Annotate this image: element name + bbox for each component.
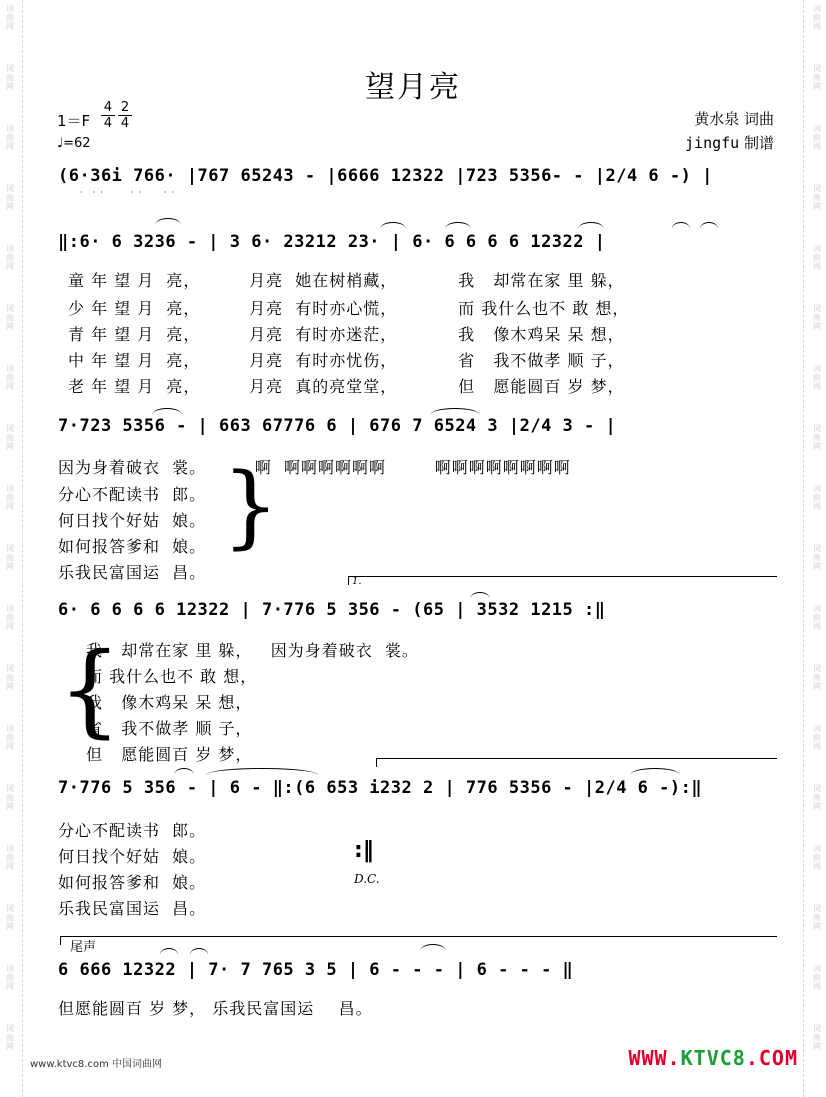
volta-bracket — [348, 576, 777, 585]
key-signature: 1＝F — [57, 112, 91, 130]
watermark-text: 词曲网 — [813, 904, 821, 931]
score-line-coda: 6 666 12322 | 7· 7 765 3 5 | 6 - - - | 6 - - - ‖ — [58, 960, 574, 980]
watermark-text: 词曲网 — [813, 484, 821, 511]
lyric-line: 分心不配读书 郎。 — [58, 485, 207, 504]
lyric-line: 分心不配读书 郎。 — [58, 821, 207, 840]
lyric-line: 中 年 望 月 亮， 月亮 有时亦忧伤， 省 我不做孝 顺 子， — [68, 351, 625, 370]
slur-mark — [380, 222, 406, 229]
coda-bracket — [60, 936, 777, 945]
volta-label: 1. — [352, 576, 362, 587]
slur-mark — [420, 944, 446, 951]
lyric-line: 老 年 望 月 亮， 月亮 真的亮堂堂， 但 愿能圆百 岁 梦， — [68, 377, 625, 396]
coda-label: 尾声 — [70, 940, 97, 955]
slur-mark — [578, 222, 604, 229]
watermark-text: 词曲网 — [6, 124, 14, 151]
lyric-line: 何日找个好姑 娘。 — [58, 511, 207, 530]
lyric-line: 但 愿能圆百 岁 梦， — [86, 745, 253, 764]
score-line-verse-4: 7·776 5 356 - | 6 - ‖:(6 653 i232 2 | 776 5356 - |2/4 6 -):‖ — [58, 778, 703, 798]
slur-mark — [190, 948, 208, 955]
watermark-text: 词曲网 — [813, 964, 821, 991]
slur-mark — [152, 408, 182, 415]
footer-site-text: www.ktvc8.com 中国词曲网 — [30, 1059, 163, 1070]
slur-mark — [155, 218, 181, 225]
time-signature-2-4 — [118, 100, 132, 131]
watermark-text: 词曲网 — [6, 184, 14, 211]
song-title: 望月亮 — [365, 70, 461, 105]
watermark-text: 词曲网 — [6, 544, 14, 571]
score-line-intro: (6·36i 766· |767 65243 - |6666 12322 |723 5356- - |2/4 6 -) | — [58, 166, 713, 186]
time-sig-numerator: 4 — [103, 100, 113, 115]
lyric-line: 乐我民富国运 昌。 — [58, 563, 207, 582]
left-margin-watermark — [0, 0, 23, 1097]
watermark-text: 词曲网 — [6, 964, 14, 991]
watermark-text: 词曲网 — [6, 424, 14, 451]
watermark-text: 词曲网 — [813, 424, 821, 451]
slur-mark — [700, 222, 718, 229]
tempo-marking: ♩=62 — [57, 136, 91, 151]
watermark-text: 词曲网 — [813, 184, 821, 211]
time-signature-4-4 — [101, 100, 115, 131]
time-sig-numerator: 2 — [120, 100, 130, 115]
slur-mark — [430, 408, 480, 415]
watermark-text: 词曲网 — [813, 664, 821, 691]
time-sig-denominator: 4 — [118, 115, 132, 131]
lyric-line: 我 像木鸡呆 呆 想， — [86, 693, 253, 712]
lyric-line: 乐我民富国运 昌。 — [58, 899, 207, 918]
watermark-text: 词曲网 — [813, 304, 821, 331]
lyric-brace-left: { — [58, 631, 122, 748]
watermark-text: 词曲网 — [813, 844, 821, 871]
watermark-text: 词曲网 — [813, 364, 821, 391]
slur-mark — [672, 222, 690, 229]
slur-mark — [445, 222, 471, 229]
lyric-line: 童 年 望 月 亮， 月亮 她在树梢藏， 我 却常在家 里 躲， — [68, 271, 625, 290]
octave-dots: · · · · · · · — [80, 188, 175, 197]
logo-part-com: .COM — [745, 1046, 798, 1070]
arranger-role: 制谱 — [739, 134, 774, 152]
lyric-line: 少 年 望 月 亮， 月亮 有时亦心慌， 而 我什么也不 敢 想， — [68, 299, 630, 318]
lyric-line: 何日找个好姑 娘。 — [58, 847, 207, 866]
right-margin-watermark — [803, 0, 826, 1097]
lyric-line: 而 我什么也不 敢 想， — [86, 667, 258, 686]
score-line-verse-2: 7·723 5356 - | 663 67776 6 | 676 7 6524 3 |2/4 3 - | — [58, 416, 617, 436]
watermark-text: 词曲网 — [6, 244, 14, 271]
lyric-line: 因为身着破衣 裳。 啊 啊啊啊啊啊啊 啊啊啊啊啊啊啊啊 — [58, 458, 571, 477]
watermark-text: 词曲网 — [6, 604, 14, 631]
footer-site-logo — [628, 1046, 798, 1070]
watermark-text: 词曲网 — [6, 364, 14, 391]
volta-bracket — [376, 758, 777, 767]
lyric-brace-right: } — [222, 454, 280, 559]
arranger-name: jingfu — [685, 134, 740, 152]
lyric-line-coda: 但愿能圆百 岁 梦， 乐我民富国运 昌。 — [58, 999, 373, 1018]
watermark-text: 词曲网 — [813, 1024, 821, 1051]
watermark-text: 词曲网 — [6, 664, 14, 691]
slur-mark — [630, 768, 680, 775]
watermark-text: 词曲网 — [6, 724, 14, 751]
watermark-text: 词曲网 — [813, 604, 821, 631]
time-sig-denominator: 4 — [101, 115, 115, 131]
watermark-text: 词曲网 — [6, 4, 14, 31]
slur-mark — [206, 768, 318, 775]
slur-mark — [470, 592, 490, 599]
watermark-text: 词曲网 — [6, 904, 14, 931]
watermark-text: 词曲网 — [6, 304, 14, 331]
lyric-line: 如何报答爹和 娘。 — [58, 873, 207, 892]
repeat-end-sign: :‖ — [354, 838, 374, 863]
watermark-text: 词曲网 — [813, 784, 821, 811]
watermark-text: 词曲网 — [6, 484, 14, 511]
lyric-line: 青 年 望 月 亮， 月亮 有时亦迷茫， 我 像木鸡呆 呆 想， — [68, 325, 625, 344]
lyric-line: 如何报答爹和 娘。 — [58, 537, 207, 556]
watermark-text: 词曲网 — [813, 124, 821, 151]
watermark-text: 词曲网 — [6, 784, 14, 811]
lyric-line: 我 却常在家 里 躲， 因为身着破衣 裳。 — [86, 641, 419, 660]
logo-part-ktvc8: KTVC8 — [680, 1046, 746, 1070]
logo-part-www: WWW. — [628, 1046, 681, 1070]
watermark-text: 词曲网 — [6, 844, 14, 871]
lyric-line: 省 我不做孝 顺 子， — [86, 719, 253, 738]
watermark-text: 词曲网 — [813, 64, 821, 91]
credit-arranger — [685, 132, 774, 153]
watermark-text: 词曲网 — [6, 64, 14, 91]
da-capo-mark: D.C. — [354, 872, 380, 886]
watermark-text: 词曲网 — [813, 4, 821, 31]
score-line-verse-3: 6· 6 6 6 6 12322 | 7·776 5 356 - (65 | 3532 1215 :‖ — [58, 600, 606, 620]
watermark-text: 词曲网 — [6, 1024, 14, 1051]
score-line-verse-1: ‖:6· 6 3236 - | 3 6· 23212 23· | 6· 6 6 6 6 12322 | — [58, 232, 606, 252]
watermark-text: 词曲网 — [813, 544, 821, 571]
slur-mark — [160, 948, 178, 955]
watermark-text: 词曲网 — [813, 244, 821, 271]
slur-mark — [174, 768, 194, 775]
credit-words-music: 黄水泉 词曲 — [694, 110, 774, 128]
watermark-text: 词曲网 — [813, 724, 821, 751]
